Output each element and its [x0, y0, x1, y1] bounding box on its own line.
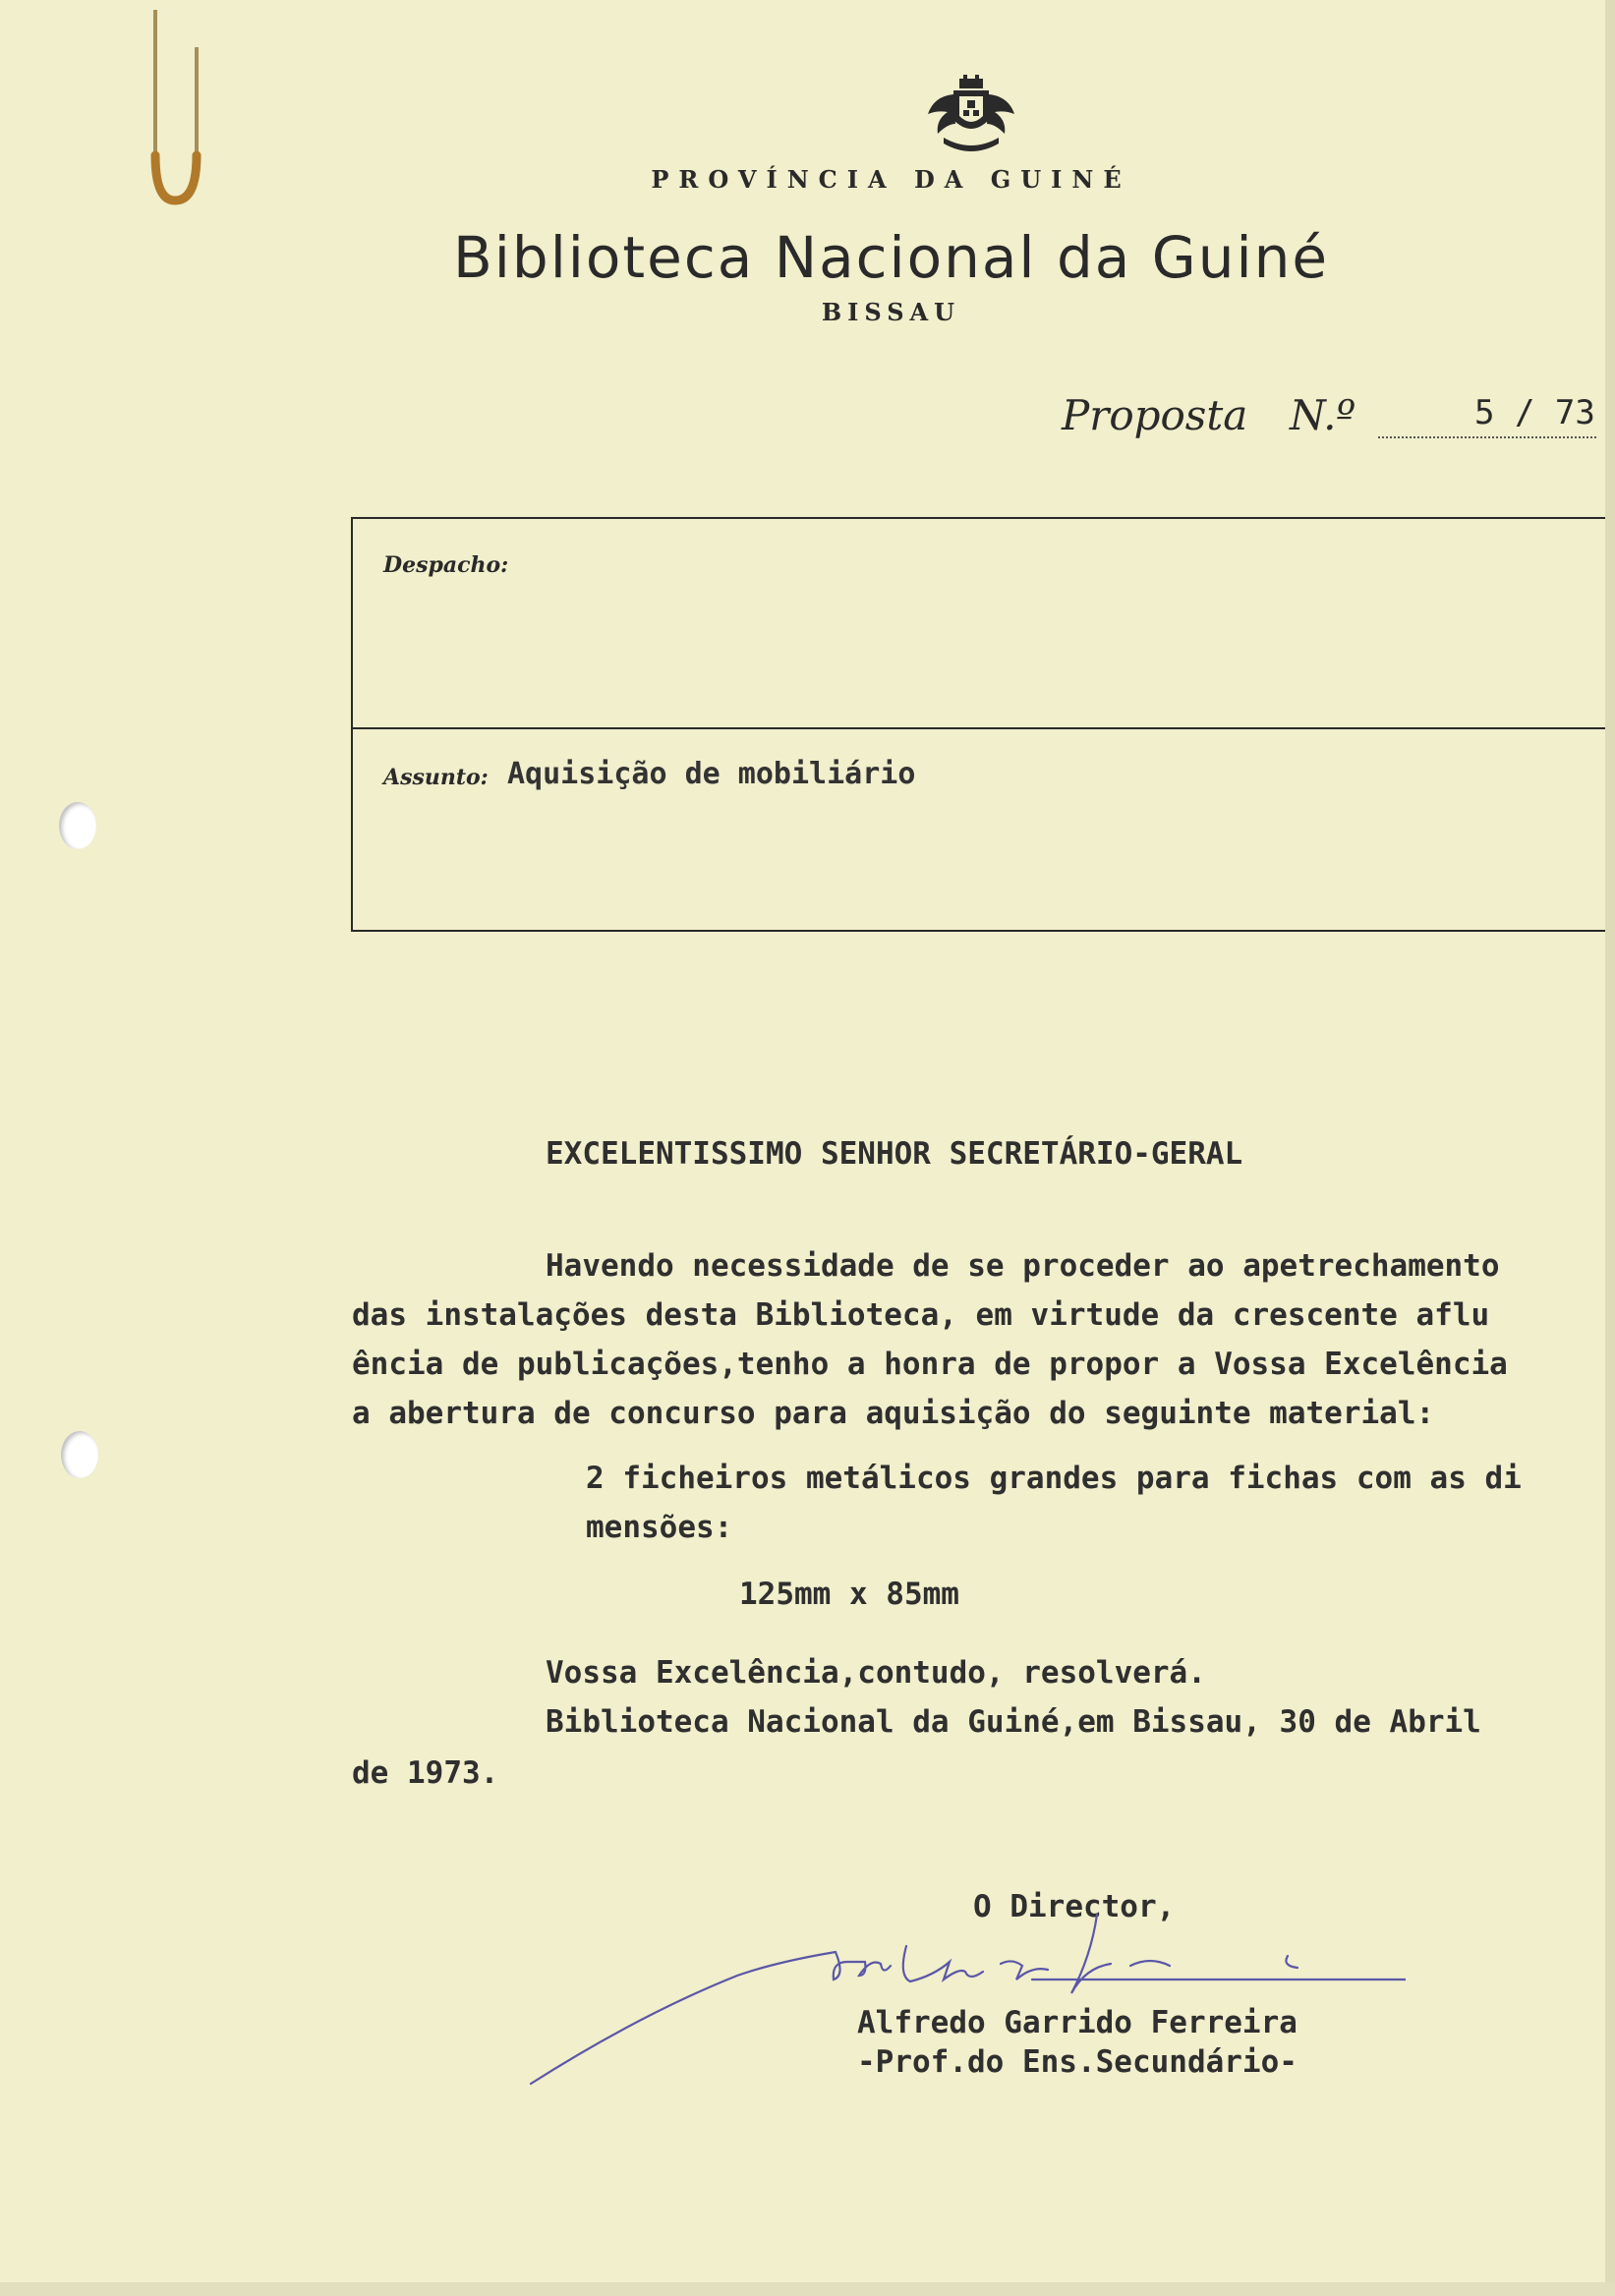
salutation: EXCELENTISSIMO SENHOR SECRETÁRIO-GERAL — [546, 1136, 1243, 1172]
closing-line: de 1973. — [352, 1755, 499, 1791]
coat-of-arms-icon — [924, 75, 1018, 153]
assunto-label: Assunto: — [383, 765, 489, 790]
item-line: mensões: — [586, 1510, 733, 1545]
assunto-value: Aquisição de mobiliário — [507, 757, 916, 791]
paragraph-line: Havendo necessidade de se proceder ao apetrechamento — [546, 1248, 1500, 1284]
paragraph-line: a abertura de concurso para aquisição do seguinte material: — [352, 1396, 1435, 1431]
punch-hole — [59, 802, 96, 849]
form-box — [351, 517, 1605, 932]
signatory-role: O Director, — [973, 1889, 1176, 1924]
proposal-label: Proposta — [1062, 391, 1248, 439]
despacho-label: Despacho: — [383, 552, 509, 578]
paragraph-line: ência de publicações,tenho a honra de propor a Vossa Excelência — [352, 1347, 1508, 1382]
proposal-number: 5 / 73 — [1474, 393, 1595, 432]
paragraph-line: das instalações desta Biblioteca, em virtude da crescente aflu — [352, 1297, 1490, 1333]
closing-line: Biblioteca Nacional da Guiné,em Bissau, 30 de Abril — [546, 1704, 1481, 1740]
city-heading: BISSAU — [821, 298, 961, 326]
closing-line: Vossa Excelência,contudo, resolverá. — [546, 1655, 1206, 1691]
province-heading: PROVÍNCIA DA GUINÉ — [651, 165, 1131, 194]
signatory-title: -Prof.do Ens.Secundário- — [857, 2044, 1298, 2080]
dimensions-value: 125mm x 85mm — [739, 1577, 959, 1612]
form-divider — [351, 727, 1605, 729]
item-line: 2 ficheiros metálicos grandes para fichas com as di — [586, 1461, 1522, 1496]
institution-name: Biblioteca Nacional da Guiné — [452, 224, 1330, 291]
proposal-number-line — [1378, 436, 1596, 438]
page-bottom-shadow — [0, 2282, 1615, 2296]
punch-hole — [61, 1431, 98, 1478]
proposal-number-label: N.º — [1290, 391, 1356, 439]
signatory-name: Alfredo Garrido Ferreira — [857, 2005, 1298, 2040]
page-edge-shadow — [1605, 0, 1615, 2296]
